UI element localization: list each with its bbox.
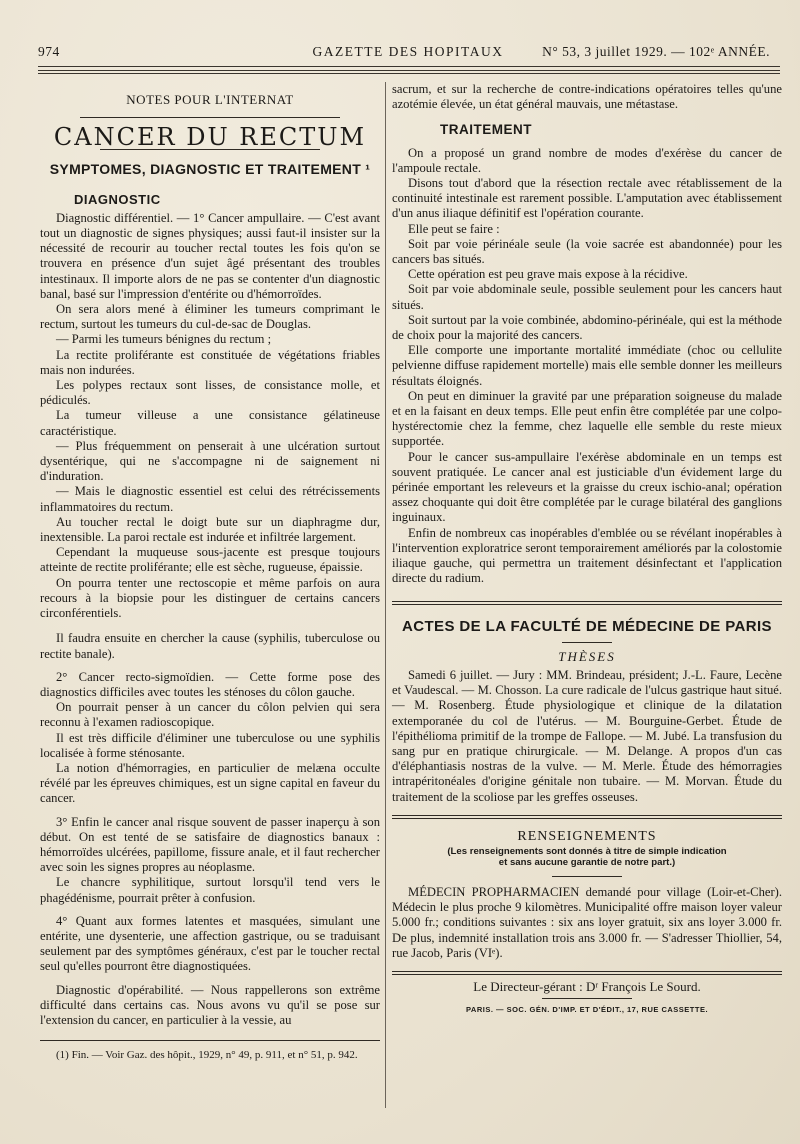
paragraph: Disons tout d'abord que la résection rectale avec rétablissement de la continuité intestinale est rarement possible. L'amputation avec établissement d'un anus iliaque définitif est l'opération courante. [392, 176, 782, 221]
paragraph: Soit surtout par la voie combinée, abdomino-périnéale, qui est la méthode de choix pour la majorité des cancers. [392, 312, 782, 343]
footnote: (1) Fin. — Voir Gaz. des hôpit., 1929, n° 49, p. 911, et n° 51, p. 942. [56, 1049, 358, 1062]
paragraph: — Mais le diagnostic essentiel est celui des rétrécissements inflammatoires du rectum. [40, 484, 380, 514]
paragraph: On peut en diminuer la gravité par une préparation soigneuse du malade et en la faisant en deux temps. Elle peut enfin être complétée par une colpo-hystérectomie chez la femme, chez laquelle elle semble du reste mieux supportée. [392, 388, 782, 449]
article-subtitle: SYMPTOMES, DIAGNOSTIC ET TRAITEMENT ¹ [49, 161, 371, 178]
paragraph: Cependant la muqueuse sous-jacente est presque toujours atteinte de rectite proliférante; elle est sèche, rugueuse, épaissie. [40, 545, 380, 575]
paragraph: La notion d'hémorragies, en particulier de melæna occulte révélé par les épreuves chimiques, est un signe capital en faveur du cancer. [40, 760, 380, 806]
paragraph: Il faudra ensuite en chercher la cause (syphilis, tuberculose ou rectite banale). [40, 631, 380, 661]
theses-heading: THÈSES [558, 648, 616, 664]
paragraph: La tumeur villeuse a une consistance gélatineuse caractéristique. [40, 408, 380, 438]
paragraph: — Plus fréquemment on penserait à une ulcération surtout dysentérique, qui ne s'accompagne ni de saignement ni d'induration. [40, 438, 380, 484]
paragraph: sacrum, et sur la recherche de contre-indications opératoires telles qu'une azotémie élevée, un état général mauvais, une métastase. [392, 82, 782, 112]
header-rule-3 [38, 73, 780, 74]
renseignements-heading: RENSEIGNEMENTS [517, 828, 657, 844]
paragraph: Le chancre syphilitique, surtout lorsqu'il tend vers le phagédénisme, pourrait prêter à confusion. [40, 875, 380, 905]
faculty-heading: ACTES DE LA FACULTÉ DE MÉDECINE DE PARIS [402, 617, 772, 635]
article-title: CANCER DU RECTUM [53, 123, 367, 152]
section-rule [392, 815, 782, 819]
footer-rule [392, 971, 782, 975]
paragraph: Diagnostic d'opérabilité. — Nous rappellerons son extrême difficulté dans certains cas. Nous avons vu qu'il se pose sur l'extension du cancer, en particulier à la vessie, au [40, 982, 380, 1027]
rule [80, 117, 340, 118]
section-heading-diagnostic: DIAGNOSTIC [74, 191, 161, 207]
paragraph: 2° Cancer recto-sigmoïdien. — Cette forme pose des diagnostics difficiles avec toutes les sténoses du côlon gauche. [40, 669, 380, 699]
rule [562, 642, 612, 643]
rule [542, 998, 632, 999]
header-rule-1 [38, 66, 780, 67]
paragraph: Au toucher rectal le doigt bute sur un diaphragme dur, inextensible. La paroi rectale est indurée et infiltrée largement. [40, 514, 380, 545]
issue-date: N° 53, 3 juillet 1929. — 102ᵉ ANNÉE. [542, 44, 770, 59]
header-rule-2 [38, 70, 780, 71]
right-column [392, 82, 782, 1017]
paragraph: Les polypes rectaux sont lisses, de consistance molle, et pédiculés. [40, 378, 380, 408]
paragraph: Pour le cancer sus-ampullaire l'exérèse abdominale en un temps est souvent pratiquée. Le cancer anal est justiciable d'un évidement large du périnée emportant les releveurs et la graisse du creux ischio-anal; opération assez choquante qui doit être complétée par le curage bilatéral des ganglions inguinaux. [392, 449, 782, 525]
journal-title: GAZETTE DES HOPITAUX [312, 44, 504, 59]
renseignements-note-1: (Les renseignements sont donnés à titre de simple indication [447, 845, 727, 857]
page-number: 974 [38, 44, 60, 59]
footnote-rule [40, 1040, 380, 1041]
rule [552, 876, 622, 877]
paragraph: — Parmi les tumeurs bénignes du rectum ; [56, 332, 272, 347]
paragraph: Il est très difficile d'éliminer une tuberculose ou une syphilis localisée à forme sténosante. [40, 730, 380, 760]
paragraph: On pourra tenter une rectoscopie et même parfois on aura recours à la biopsie pour les distinguer de certains cancers circonférentiels. [40, 575, 380, 621]
kicker: NOTES POUR L'INTERNAT [126, 92, 294, 107]
renseignements-note-2: et sans aucune garantie de notre part.) [498, 856, 676, 868]
paragraph: On pourrait penser à un cancer du côlon pelvien qui sera reconnu à l'examen radioscopique. [40, 700, 380, 730]
section-rule [392, 601, 782, 605]
paragraph: Elle comporte une importante mortalité immédiate (choc ou cellulite pelvienne diffuse rapidement mortelle) mais elle semble donner les meilleurs résultats éloignés. [392, 343, 782, 388]
running-header [38, 40, 778, 62]
section-heading-traitement: TRAITEMENT [440, 122, 532, 138]
paragraph: Soit par voie abdominale seule, possible seulement pour les cancers haut situés. [392, 282, 782, 312]
paragraph: On a proposé un grand nombre de modes d'exérèse du cancer de l'ampoule rectale. [392, 145, 782, 175]
theses-list: Samedi 6 juillet. — Jury : MM. Brindeau, président; J.-L. Faure, Lecène et Vaudescal. — M. Chosson. La cure radicale de l'ulcus gastrique haut situé. — M. Rosenberg. Étude physiologique et clinique de la dilatation extemporanée du col de l'utérus. — M. Bourguine-Gerbet. Étude de l'épithélioma primitif de la trompe de Fallope. — M. Jubé. La transfusion du sang pur en pratique chirurgicale. — M. Delange. A propos d'un cas d'éléphantiasis nostras de la vulve. — M. Merle. Étude des hémorragies intrapéritonéales d'origine génitale non tubaire. — M. Morvan. Étude du traitement de la scoliose par les greffes osseuses. [392, 667, 782, 804]
paragraph: Soit par voie périnéale seule (la voie sacrée est abandonnée) pour les cancers bas situés. [392, 236, 782, 267]
printer-line: PARIS. — SOC. GÉN. D'IMP. ET D'ÉDIT., 17, RUE CASSETTE. [465, 1005, 709, 1015]
director-line: Le Directeur-gérant : Dʳ François Le Sourd. [473, 978, 701, 994]
left-column [40, 82, 380, 1062]
paragraph: 4° Quant aux formes latentes et masquées, simulant une entérite, une dysenterie, une affection gastrique, ou se traduisant seulement par des symptômes généraux, c'est par le toucher rectal seul qu'elles pourront être diagnostiquées. [40, 913, 380, 974]
paragraph: 3° Enfin le cancer anal risque souvent de passer inaperçu à son début. On est tenté de se satisfaire de diagnostics banaux : hémorroïdes ulcérées, papillome, fissure anale, et il faut rechercher avec soin les signes propres au néoplasme. [40, 814, 380, 875]
classified-ad: MÉDECIN PROPHARMACIEN demandé pour village (Loir-et-Cher). Médecin le plus proche 9 kilomètres. Municipalité offre maison loyer valeur 5.000 fr.; conditions suivantes : six ans loyer gratuit, six ans loyer 3.000 fr. De plus, indemnité installation trois ans 3.000 fr. — S'adresser Thiollier, 54, rue Jacob, Paris (VIᵉ). [392, 884, 782, 960]
paragraph: Diagnostic différentiel. — 1° Cancer ampullaire. — C'est avant tout un diagnostic de signes physiques; aussi faut-il insister sur la nécessité de recourir au toucher rectal toutes les fois qu'on se trouvera en présence d'un sujet âgé présentant des troubles intestinaux. Il importe alors de ne pas se contenter d'un diagnostic banal, basé sur l'impression d'entérite ou d'hémorroïdes. [40, 210, 380, 301]
paragraph: La rectite proliférante est constituée de végétations friables mais non indurées. [40, 347, 380, 377]
paragraph: Elle peut se faire : [408, 221, 500, 236]
paragraph: On sera alors mené à éliminer les tumeurs comprimant le rectum, surtout les tumeurs du cul-de-sac de Douglas. [40, 302, 380, 332]
paragraph: Cette opération est peu grave mais expose à la récidive. [408, 267, 688, 282]
paragraph: Enfin de nombreux cas inopérables d'emblée ou se révélant inopérables à l'intervention exploratrice seront temporairement améliorés par la colostomie iliaque gauche, qui permettra un traitement désinfectant et l'application directe du radium. [392, 525, 782, 586]
column-divider [385, 82, 386, 1108]
